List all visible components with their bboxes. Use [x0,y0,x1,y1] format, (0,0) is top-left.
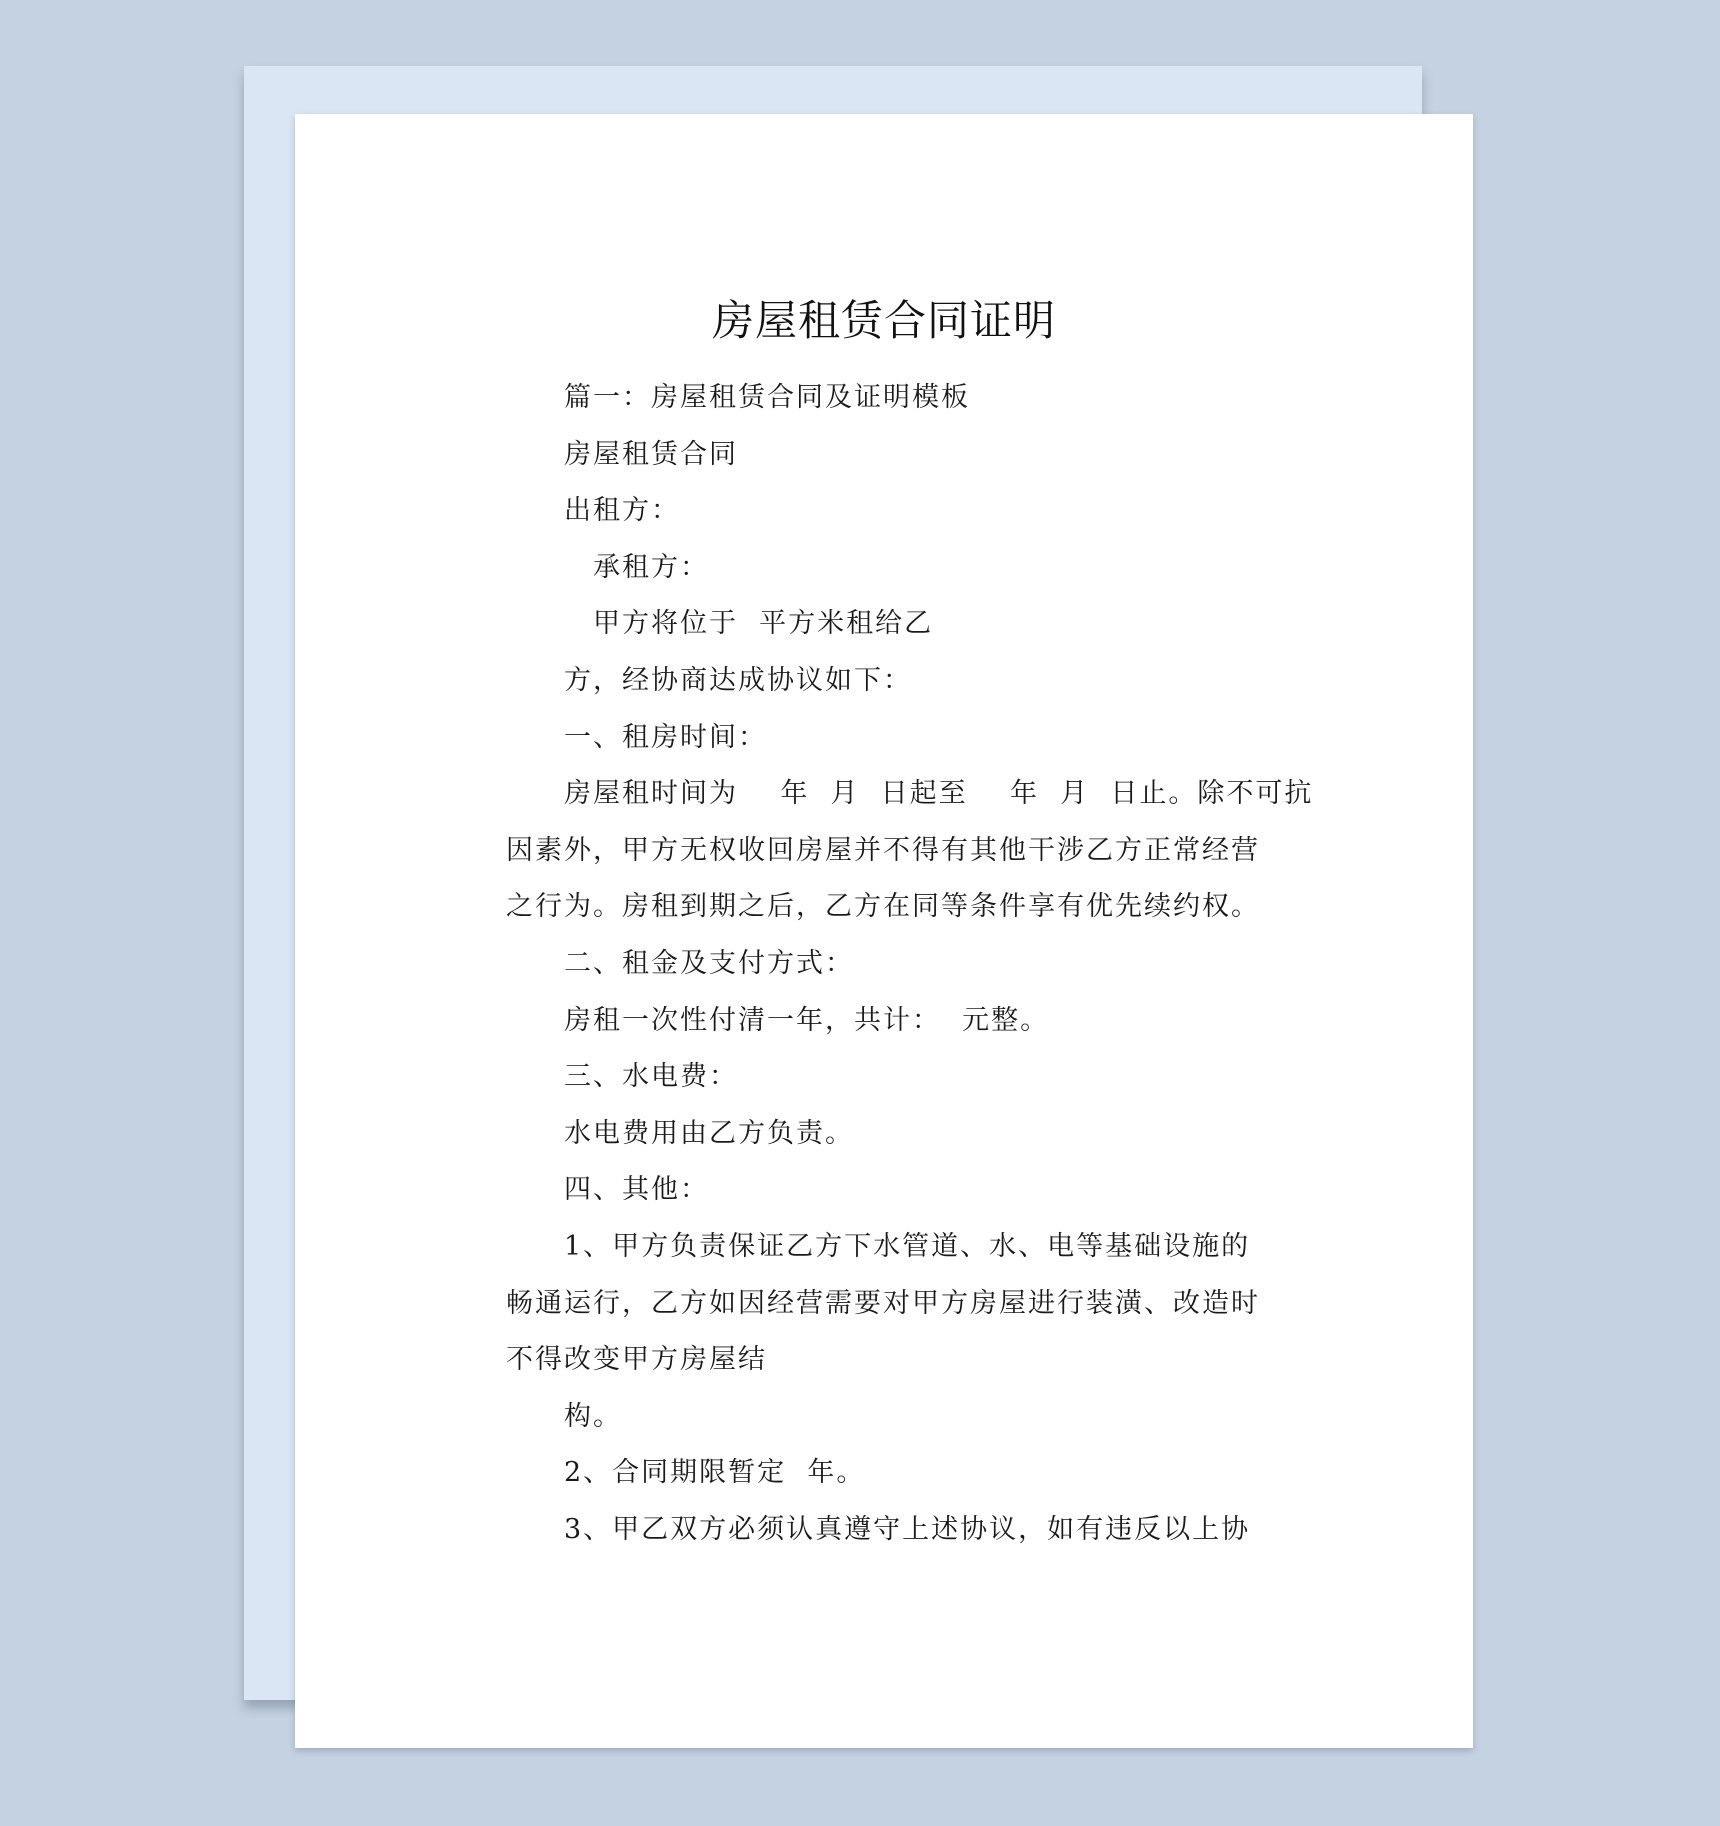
doc-line: 3、甲乙双方必须认真遵守上述协议，如有违反以上协 [564,1514,1251,1545]
doc-line: 1、甲方负责保证乙方下水管道、水、电等基础设施的 [564,1231,1251,1262]
doc-line: 篇一：房屋租赁合同及证明模板 [564,382,970,413]
doc-line: 承租方： [593,552,709,583]
document-page [295,114,1473,1748]
doc-line: 2、合同期限暂定 年。 [564,1457,866,1488]
doc-line: 四、其他： [564,1174,709,1205]
doc-line: 房租一次性付清一年，共计： 元整。 [564,1005,1050,1036]
document-title: 房屋租赁合同证明 [711,296,1056,345]
doc-line: 一、租房时间： [564,722,767,753]
doc-line: 房屋租时间为 年 月 日起至 年 月 日止。除不可抗 [564,778,1314,809]
doc-line: 出租方： [564,495,680,526]
doc-line: 甲方将位于 平方米租给乙 [593,608,934,639]
doc-line: 之行为。房租到期之后，乙方在同等条件享有优先续约权。 [506,891,1260,922]
doc-line: 不得改变甲方房屋结 [506,1344,767,1375]
doc-line: 因素外，甲方无权收回房屋并不得有其他干涉乙方正常经营 [506,835,1260,866]
doc-line: 二、租金及支付方式： [564,948,854,979]
doc-line: 构。 [564,1401,622,1432]
doc-line: 方，经协商达成协议如下： [564,665,912,696]
doc-line: 畅通运行，乙方如因经营需要对甲方房屋进行装潢、改造时 [506,1288,1260,1319]
doc-line: 房屋租赁合同 [564,439,738,470]
doc-line: 水电费用由乙方负责。 [564,1118,854,1149]
doc-line: 三、水电费： [564,1061,738,1092]
